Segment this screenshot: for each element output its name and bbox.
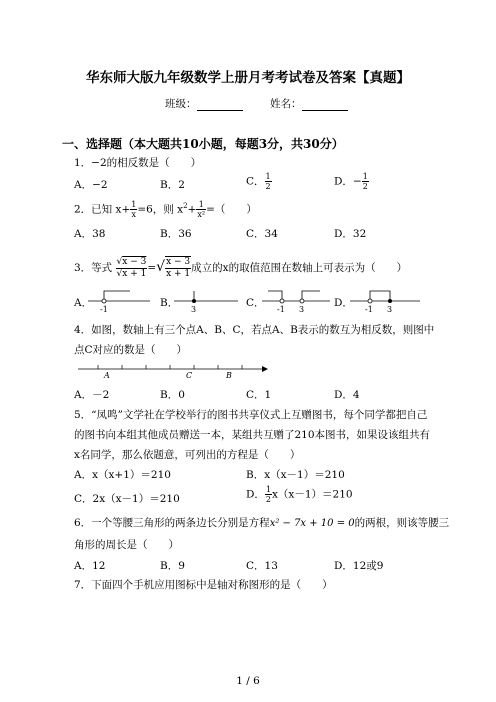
- question-1-stem: 1．−2的相反数是（ ）: [74, 157, 202, 169]
- page-number: 1 / 6: [236, 675, 260, 687]
- question-2-stem: 2．已知 x+ $\frac{1}{x}$ =6，则 $x^2+$ $\frac{1}{\text{x²}}$ =（ ）: [74, 200, 257, 219]
- point-b-label: B: [226, 371, 232, 380]
- tick-c2: 3: [299, 305, 305, 314]
- tick-a: -1: [100, 305, 108, 314]
- question-6-line1: 6．一个等腰三角形的两条边长分别是方程x² − 7x + 10 = 0的两根，则该等腰三: [74, 517, 450, 529]
- q4-option-d: D．4: [334, 389, 360, 401]
- question-7-line1: 7．下面四个手机应用图标中是轴对称图形的是（ ）: [74, 579, 333, 591]
- q6-option-a: A．12: [74, 560, 106, 572]
- q3-option-b: B．: [160, 297, 179, 309]
- q6-option-b: B．9: [160, 560, 185, 572]
- q6-option-c: C．13: [246, 560, 278, 572]
- q1-option-a: A．−2: [74, 179, 108, 191]
- question-6-line2: 角形的周长是（ ）: [74, 539, 179, 551]
- q5-option-d: D． $\frac{1}{2}$ x（x－1）＝210: [246, 485, 353, 504]
- q2-option-b: B．36: [160, 228, 192, 240]
- q1-option-c: C． $\frac{1}{2}$: [246, 172, 271, 191]
- q5-option-a: A．x（x+1）＝210: [74, 469, 171, 481]
- tick-d1: -1: [365, 305, 373, 314]
- point-a-label: A: [104, 371, 110, 380]
- question-4-line1: 4．如图，数轴上有三个点A、B、C，若点A、B表示的数互为相反数，则图中: [74, 324, 435, 336]
- page-title: 华东师大版九年级数学上册月考考试卷及答案【真题】: [86, 70, 410, 86]
- numberline-d: [350, 291, 420, 303]
- section-heading: 一、选择题（本大题共10小题，每题3分，共30分）: [62, 137, 344, 151]
- q4-option-a: A．－2: [74, 389, 110, 401]
- question-5-line2: 的图书向本组其他成员赠送一本，某组共互赠了210本图书，如果设该组共有: [74, 429, 431, 441]
- q2-option-a: A．38: [74, 228, 106, 240]
- numberline-a: [88, 291, 150, 303]
- q4-option-b: B．0: [160, 389, 185, 401]
- q3-option-d: D．: [334, 297, 353, 309]
- q6-option-d: D．12或9: [334, 560, 384, 572]
- q1-option-b: B．2: [160, 179, 185, 191]
- tick-c1: -1: [277, 305, 285, 314]
- q1-option-d: D．− $\frac{1}{2}$: [334, 172, 368, 191]
- q3-option-a: A．: [74, 297, 93, 309]
- q5-option-c: C．2x（x－1）＝210: [74, 493, 180, 505]
- question-5-line1: 5．“凤鸣”文学社在学校举行的图书共享仪式上互赠图书，每个同学都把自己: [74, 409, 428, 421]
- q2-option-d: D．32: [334, 228, 367, 240]
- tick-d2: 3: [387, 305, 393, 314]
- question-3-stem: 3．等式 $\frac{√x - 3}{√x + 1}$ =√ $\frac{x - 3}{x + 1}$ 成立的x的取值范围在数轴上可表示为（ ）: [74, 256, 408, 279]
- q3-option-c: C．: [246, 297, 265, 309]
- tick-b: 3: [191, 305, 197, 314]
- numberline-b: [174, 291, 238, 303]
- q5-option-b: B．x（x－1）＝210: [246, 469, 345, 481]
- question-5-line3: x名同学，那么依题意，可列出的方程是（ ）: [74, 449, 301, 461]
- q4-option-c: C．1: [246, 389, 272, 401]
- q2-option-c: C．34: [246, 228, 278, 240]
- numberline-c: [262, 291, 330, 303]
- class-label: 班级：: [165, 98, 197, 110]
- name-label: 姓名：: [270, 98, 302, 110]
- question-4-line2: 点C对应的数是（ ）: [74, 344, 188, 356]
- point-c-label: C: [186, 371, 193, 380]
